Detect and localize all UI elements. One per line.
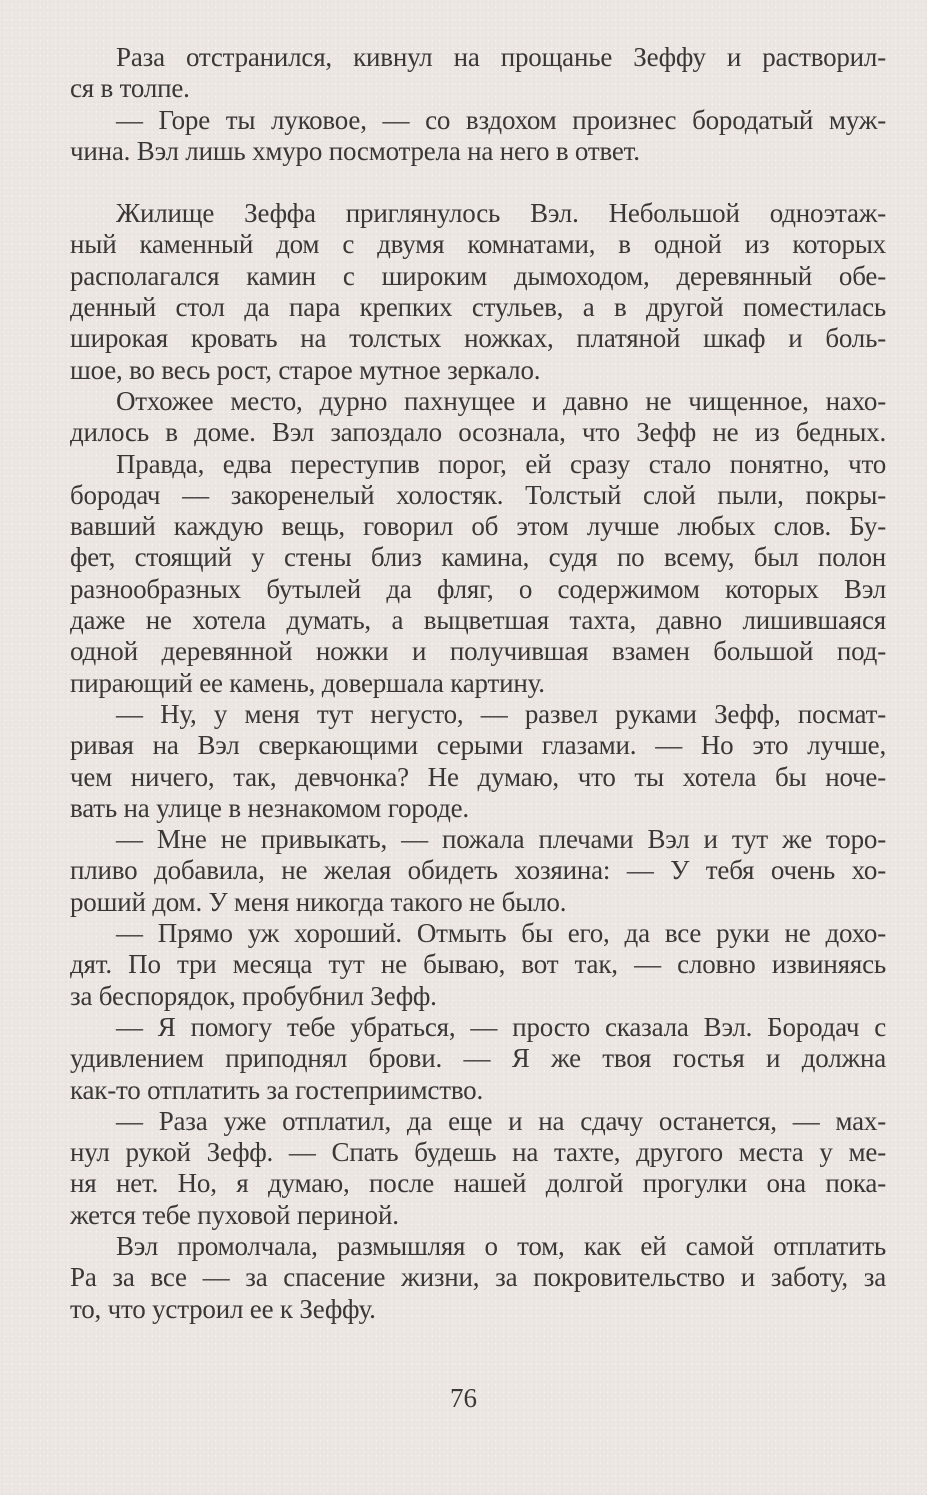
paragraph-4 (70, 386, 886, 449)
text-line: — Раза уже отплатил, да еще и на сдачу останется, — мах- (116, 1105, 886, 1136)
text-line: чина. Вэл лишь хмуро посмотрела на него в ответ. (70, 135, 640, 166)
text-line: вавший каждую вещь, говорил об этом лучше любых слов. Бу- (70, 511, 886, 542)
text-line: роший дом. У меня никогда такого не было. (70, 886, 567, 917)
text-line: за беспорядок, пробубнил Зефф. (70, 980, 437, 1011)
text-line: — Мне не привыкать, — пожала плечами Вэл и тут же торо- (116, 824, 886, 855)
text-line: Жилище Зеффа приглянулось Вэл. Небольшой одноэтаж- (116, 198, 886, 229)
text-line: фет, стоящий у стены близ камина, судя по всему, был полон (70, 542, 886, 573)
paragraph-5 (70, 449, 886, 699)
section-break (70, 167, 886, 198)
paragraph-1 (70, 42, 886, 105)
text-line: удивлением приподнял брови. — Я же твоя гостья и должна (70, 1043, 886, 1074)
text-line: вать на улице в незнакомом городе. (70, 792, 469, 823)
text-line: Ра за все — за спасение жизни, за покровительство и заботу, за (70, 1262, 886, 1293)
text-line: Отхожее место, дурно пахнущее и давно не чищенное, нахо- (116, 385, 886, 416)
text-line: дилось в доме. Вэл запоздало осознала, что Зефф не из бедных. (70, 417, 886, 448)
paragraph-6 (70, 699, 886, 824)
text-line: Вэл промолчала, размышляя о том, как ей самой отплатить (116, 1230, 886, 1261)
paragraph-11 (70, 1231, 886, 1325)
text-line: как-то отплатить за гостеприимство. (70, 1074, 484, 1105)
book-page-text (70, 42, 886, 1325)
page-number: 76 (450, 1383, 477, 1413)
text-line: жется тебе пуховой периной. (70, 1199, 399, 1230)
text-line: Правда, едва переступив порог, ей сразу стало понятно, что (116, 448, 886, 479)
text-line: — Ну, у меня тут негусто, — развел руками Зефф, посмат- (116, 698, 886, 729)
text-line: Раза отстранился, кивнул на прощанье Зеффу и растворил- (116, 42, 886, 72)
text-line: ный каменный дом с двумя комнатами, в одной из которых (70, 229, 886, 260)
text-line: — Горе ты луковое, — со вздохом произнес бородатый муж- (116, 104, 886, 135)
text-line: располагался камин с широким дымоходом, деревянный обе- (70, 260, 886, 291)
paragraph-8 (70, 918, 886, 1012)
text-line: пирающий ее камень, довершала картину. (70, 667, 545, 698)
text-line: чем ничего, так, девчонка? Не думаю, что ты хотела бы ноче- (70, 761, 886, 792)
paragraph-2 (70, 105, 886, 168)
text-line: нул рукой Зефф. — Спать будешь на тахте, другого места у ме- (70, 1137, 886, 1168)
text-line: то, что устроил ее к Зеффу. (70, 1293, 376, 1324)
text-line: одной деревянной ножки и получившая взамен большой под- (70, 636, 886, 667)
text-line: ривая на Вэл сверкающими серыми глазами. — Но это лучше, (70, 730, 886, 761)
text-line: дят. По три месяца тут не бываю, вот так, — словно извиняясь (70, 949, 886, 980)
text-line: — Прямо уж хороший. Отмыть бы его, да все руки не дохо- (116, 918, 886, 949)
text-line: даже не хотела думать, а выцветшая тахта, давно лишившаяся (70, 605, 886, 636)
text-line: денный стол да пара крепких стульев, а в другой поместилась (70, 292, 886, 323)
text-line: ся в толпе. (70, 73, 190, 104)
paragraph-10 (70, 1106, 886, 1231)
text-line: разнообразных бутылей да фляг, о содержимом которых Вэл (70, 573, 886, 604)
text-line: — Я помогу тебе убраться, — просто сказала Вэл. Бородач с (116, 1011, 886, 1042)
paragraph-9 (70, 1012, 886, 1106)
text-line: шое, во весь рост, старое мутное зеркало. (70, 354, 541, 385)
paragraph-3 (70, 198, 886, 386)
text-line: бородач — закоренелый холостяк. Толстый слой пыли, покры- (70, 479, 886, 510)
paragraph-7 (70, 824, 886, 918)
text-line: пливо добавила, не желая обидеть хозяина: — У тебя очень хо- (70, 855, 886, 886)
text-line: ня нет. Но, я думаю, после нашей долгой прогулки она пока- (70, 1168, 886, 1199)
text-line: широкая кровать на толстых ножках, платяной шкаф и боль- (70, 323, 886, 354)
